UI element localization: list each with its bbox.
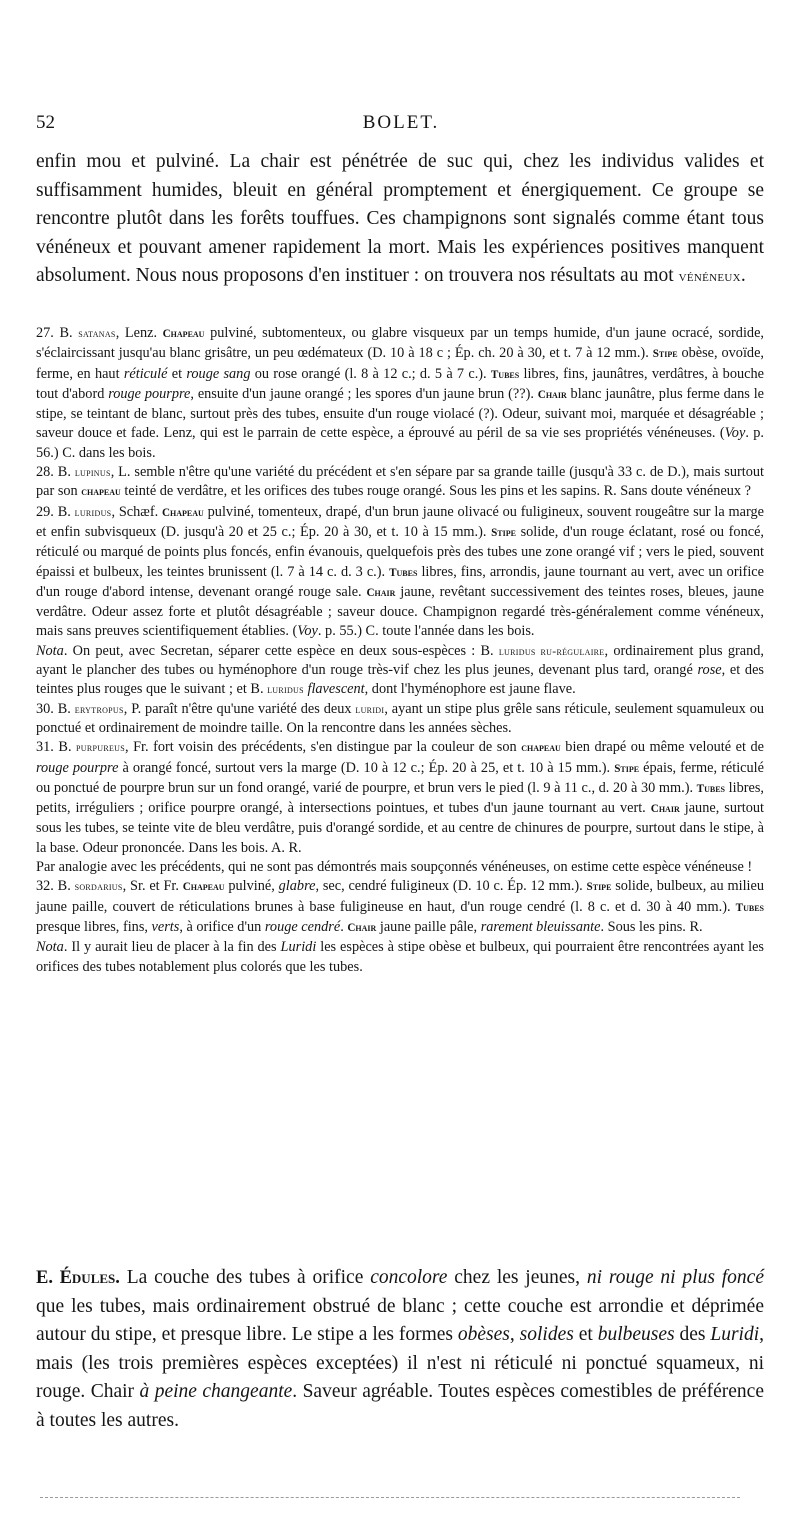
italic-text: ni rouge ni plus foncé bbox=[586, 1267, 764, 1288]
italic-text: Voy bbox=[724, 425, 746, 442]
italic-text: Nota bbox=[36, 939, 64, 956]
section-keyword: Stipe bbox=[652, 348, 678, 361]
text-run: solide, bulbeux, au milieu jaune paille, couvert de réticulations brunes à base fuligineuse en haut, d'un rouge cendré (l. 8 c. et d. 30 à 40 mm.). bbox=[36, 878, 765, 915]
text-run: presque libres, fins, bbox=[36, 918, 152, 935]
text-run: , ordinairement plus grand, ayant le plancher des tubes ou hyménophore d'un rouge très-vif chez les plus jeunes, devenant plus tard, orangé bbox=[36, 642, 764, 679]
species-name: lupinus bbox=[74, 466, 111, 480]
text-run: libres, petits, irréguliers ; orifice pourpre orangé, à intersections pointues, et tubes d'un jaune tournant au vert. bbox=[36, 779, 764, 817]
italic-text: rouge sang bbox=[186, 365, 251, 382]
text-run: chez les jeunes, bbox=[447, 1267, 587, 1288]
text-run: solide, d'un rouge éclatant, rosé ou foncé, réticulé ou marqué de points plus foncés, enfin évanouis, quelquefois près des tubes une zone orangé vif ; vers le pied, souvent épaissi et bulbeux, les teintes brunissent (l. 7 à 14 c. d. 3 c.). bbox=[36, 523, 764, 580]
text-run: . Saveur agréable. Toutes espèces comestibles de préférence à toutes les autres. bbox=[36, 1381, 764, 1431]
section-keyword: chapeau bbox=[521, 742, 561, 755]
text-run: teinté de verdâtre, et les orifices des tubes rouge orangé. Sous les pins et les sapins. R. Sans doute vénéneux ? bbox=[120, 483, 751, 500]
species-entry bbox=[36, 642, 764, 700]
text-run: bien drapé ou même velouté et de bbox=[560, 739, 764, 756]
section-keyword: Tubes bbox=[490, 368, 520, 381]
species-name: luridus ru-régulaire bbox=[498, 644, 605, 658]
text-run: 31. B. bbox=[36, 739, 77, 756]
text-run: 28. B. bbox=[36, 464, 75, 481]
species-name: erytropus bbox=[74, 702, 124, 716]
text-run: et bbox=[167, 365, 187, 382]
text-run: , ensuite d'un jaune orangé ; les spores d'un jaune brun (??). bbox=[190, 385, 538, 402]
italic-text: rarement bleuissante bbox=[480, 918, 601, 935]
section-keyword: Tubes bbox=[735, 901, 764, 914]
text-run: à orangé foncé, surtout vers la marge (D. 10 à 12 c.; Ép. 20 à 25, et t. 10 à 15 mm.). bbox=[118, 759, 615, 776]
text-run: , Sr. et Fr. bbox=[122, 878, 183, 895]
page-number: 52 bbox=[36, 112, 55, 133]
text-run: , bbox=[509, 1324, 520, 1345]
text-run: libres, fins, arrondis, jaune tournant au vert, avec un orifice d'un rouge d'abord intense, devenant orangé rouge sale. bbox=[36, 563, 764, 600]
section-keyword: Stipe bbox=[614, 762, 640, 775]
italic-text: rose bbox=[697, 662, 722, 679]
italic-text: rouge cendré bbox=[264, 918, 341, 935]
text-run: , L. semble n'être qu'une variété du précédent et s'en sépare par sa grande taille (jusqu'à 33 c. de D.), mais surtout par son bbox=[36, 464, 764, 500]
species-entry bbox=[36, 858, 764, 877]
text-run: , à orifice d'un bbox=[179, 918, 265, 935]
section-keyword: Chair bbox=[537, 388, 567, 401]
text-run: , dont l'hyménophore est jaune flave. bbox=[364, 681, 576, 698]
italic-text: obèses bbox=[457, 1324, 510, 1345]
section-keyword: Stipe bbox=[491, 526, 516, 539]
section-keyword: Chapeau bbox=[182, 881, 225, 894]
text-run: . Sous les pins. R. bbox=[600, 918, 703, 935]
text-run: , sec, cendré fuligineux (D. 10 c. Ép. 12 mm.). bbox=[315, 878, 587, 895]
species-entry bbox=[36, 503, 764, 642]
italic-text: bulbeuses bbox=[597, 1324, 675, 1345]
text-run: , Fr. fort voisin des précédents, s'en distingue par la couleur de son bbox=[125, 739, 522, 756]
text-run: . bbox=[740, 265, 746, 286]
text-run: libres, fins, jaunâtres, verdâtres, à bouche tout d'abord bbox=[36, 365, 764, 402]
species-entry bbox=[36, 463, 764, 503]
text-run: les espèces à stipe obèse et bulbeux, qui pourraient être rencontrées ayant les orifices des tubes notablement plus colorés que les tubes. bbox=[36, 939, 764, 975]
text-run: jaune paille pâle, bbox=[376, 918, 481, 935]
section-keyword: chapeau bbox=[81, 486, 121, 499]
text-run: . bbox=[340, 918, 348, 935]
text-run: , P. paraît n'être qu'une variété des deux bbox=[123, 700, 356, 717]
section-keyword: Stipe bbox=[586, 881, 612, 894]
text-run: , et des teintes plus rouges que le suivant ; et B. bbox=[36, 662, 764, 698]
group-heading: E. Édules. bbox=[36, 1267, 120, 1288]
italic-text: Luridi bbox=[280, 939, 317, 956]
running-head: BOLET. bbox=[362, 112, 440, 133]
italic-text: Luridi bbox=[710, 1324, 760, 1345]
species-entry bbox=[36, 324, 764, 463]
section-keyword: Chapeau bbox=[162, 506, 204, 519]
footer-rule bbox=[40, 1497, 740, 1498]
text-run: blanc jaunâtre, plus ferme dans le stipe, se teintant de blanc, surtout près des tubes, ensuite d'un rouge violacé (?). Odeur, suivant moi, marquée et désagréable ; saveur douce et fade. Lenz, qui est le parrain de cette espèce, a éprouvé au péril de sa vie ses propriétés vénéneuses. ( bbox=[36, 385, 765, 442]
species-name: purpureus bbox=[76, 741, 125, 755]
text-run: pulviné, tomenteux, drapé, d'un brun jaune olivacé ou fuligineux, souvent rougeâtre sur la marge et enfin subvisqueux (D. jusqu'à 20 et 25 c.; Ép. 20 à 30, et t. 10 à 15 mm.). bbox=[36, 503, 764, 540]
italic-text: flavescent bbox=[307, 681, 365, 698]
text-run: 27. B. bbox=[36, 325, 79, 341]
text-run: Par analogie avec les précédents, qui ne sont pas démontrés mais soupçonnés vénéneuses, on estime cette espèce vénéneuse ! bbox=[36, 859, 753, 876]
italic-text: glabre bbox=[278, 878, 316, 895]
text-run: 30. B. bbox=[36, 700, 75, 717]
text-run: enfin mou et pulviné. La chair est pénétrée de suc qui, chez les individus valides et suffisamment humides, bleuit en général promptement et énergiquement. Ce groupe se rencontre plutôt dans les forêts touffues. Ces champignons sont signalés comme étant tous vénéneux et pouvant amener rapidement la mort. Mais les expériences positives manquent absolument. Nous nous proposons d'en instituer : on trouvera nos résultats au mot bbox=[36, 151, 764, 286]
text-run: et bbox=[573, 1324, 598, 1345]
italic-text: à peine changeante bbox=[139, 1381, 293, 1402]
text-run: des bbox=[674, 1324, 711, 1345]
species-entry bbox=[36, 877, 764, 938]
text-run: ou rose orangé (l. 8 à 12 c.; d. 5 à 7 c.). bbox=[250, 365, 491, 382]
text-run: , mais (les trois premières espèces exceptées) il n'est ni réticulé ni ponctué squameux, ni rouge. Chair bbox=[36, 1324, 765, 1402]
text-run: jaune, surtout sous les tubes, se teinte vite de bleu verdâtre, puis d'orangé sordide, et au centre de chinures de pourpre, surtout dans le stipe, à la base. Odeur prononcée. Dans les bois. A. R. bbox=[36, 800, 764, 856]
text-run: pulviné, subtomenteux, ou glabre visqueux par un temps humide, d'un jaune ocracé, sordide, s'éclaircissant jusqu'au blanc grisâtre, un peu œdémateux (D. 10 à 18 c ; Ép. ch. 20 à 30, et t. 7 à 12 mm.). bbox=[36, 325, 764, 362]
italic-text: solides bbox=[519, 1324, 574, 1345]
text-run: 29. B. bbox=[36, 503, 75, 520]
italic-text: Voy bbox=[297, 623, 318, 640]
page-header bbox=[36, 112, 766, 142]
text-run: . Il y aurait lieu de placer à la fin des bbox=[63, 939, 281, 956]
section-keyword: Tubes bbox=[696, 782, 726, 795]
text-run: . p. 55.) C. toute l'année dans les bois. bbox=[317, 623, 535, 640]
text-run: jaune, revêtant successivement des teintes roses, bleues, jaune verdâtre. Odeur assez forte et plutôt désagréable ; saveur douce. Champignon regardé très-généralement comme vénéneux, mais sans preuves scientifiquement établies. ( bbox=[36, 583, 764, 640]
text-run: que les tubes, mais ordinairement obstrué de blanc ; cette couche est arrondie et déprimée autour du stipe, et presque libre. Le stipe a les formes bbox=[36, 1295, 764, 1345]
text-run: obèse, ovoïde, ferme, en haut bbox=[36, 345, 764, 382]
text-run: 32. B. bbox=[36, 878, 75, 895]
text-run: . p. 56.) C. dans les bois. bbox=[36, 425, 764, 461]
species-name: sordarius bbox=[74, 880, 123, 894]
italic-text: verts bbox=[151, 918, 180, 935]
species-name: luridus bbox=[267, 683, 304, 697]
italic-text: concolore bbox=[370, 1267, 448, 1288]
text-run: , Lenz. bbox=[115, 325, 163, 341]
italic-text: Nota bbox=[36, 642, 64, 659]
species-name: luridus bbox=[74, 505, 112, 519]
italic-text: réticulé bbox=[123, 365, 168, 382]
italic-text: rouge pourpre bbox=[36, 759, 119, 776]
species-list bbox=[36, 324, 764, 977]
species-name: vénéneux bbox=[678, 268, 741, 285]
text-run: , ayant un stipe plus grêle sans réticule, seulement squamuleux ou ponctué et ordinairement de moindre taille. On la rencontre dans les années sèches. bbox=[36, 700, 764, 736]
species-name: satanas bbox=[78, 327, 116, 340]
section-keyword: Tubes bbox=[389, 566, 418, 579]
intro-paragraph bbox=[36, 148, 764, 292]
section-keyword: Chair bbox=[347, 921, 377, 934]
section-keyword: Chair bbox=[650, 803, 680, 816]
species-entry bbox=[36, 938, 764, 977]
text-run: pulviné, bbox=[224, 878, 279, 895]
section-keyword: Chapeau bbox=[162, 328, 205, 340]
text-run: , Schæf. bbox=[111, 503, 162, 520]
text-run: La couche des tubes à orifice bbox=[119, 1267, 371, 1288]
species-name: luridi bbox=[355, 702, 385, 716]
text-run: . On peut, avec Secretan, séparer cette espèce en deux sous-espèces : B. bbox=[63, 642, 499, 659]
italic-text: rouge pourpre bbox=[108, 385, 191, 402]
species-entry bbox=[36, 700, 764, 739]
edules-paragraph bbox=[36, 1264, 764, 1435]
species-entry bbox=[36, 738, 764, 858]
section-keyword: Chair bbox=[366, 586, 396, 599]
text-run: épais, ferme, réticulé ou ponctué de pourpre brun sur un fond orangé, varié de pourpre, et brun vers le pied (l. 9 à 11 c., d. 20 à 30 mm.). bbox=[36, 759, 764, 796]
